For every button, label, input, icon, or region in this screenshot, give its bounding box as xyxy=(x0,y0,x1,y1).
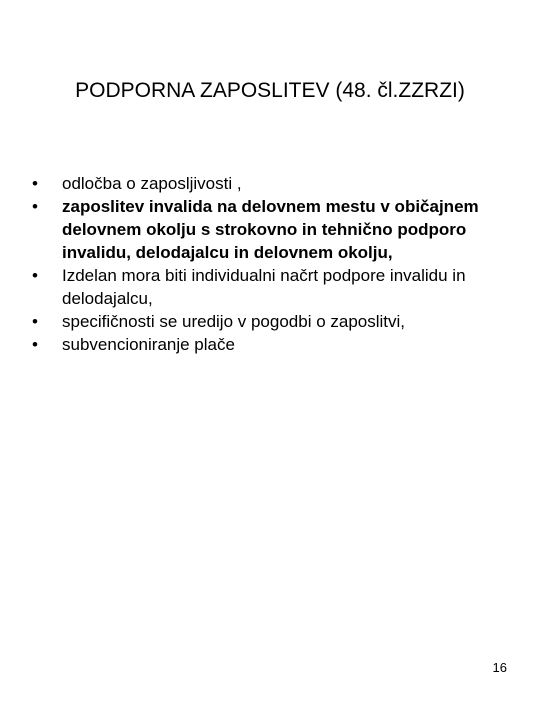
bullet-text: specifičnosti se uredijo v pogodbi o zaposlitvi, xyxy=(62,312,406,331)
slide-title xyxy=(0,76,540,106)
bullet-list xyxy=(32,172,512,356)
bullet-item xyxy=(32,264,512,310)
bullet-item xyxy=(32,172,512,195)
title-main: PODPORNA ZAPOSLITEV ( xyxy=(75,79,343,102)
bullet-text: Izdelan mora biti individualni načrt podpore invalidu in delodajalcu, xyxy=(62,266,466,308)
bullet-marker: • xyxy=(32,312,38,331)
page-number: 16 xyxy=(492,660,507,675)
bullet-text: odločba o zaposljivosti , xyxy=(62,174,242,193)
bullet-item xyxy=(32,195,512,264)
bullet-marker: • xyxy=(32,174,38,193)
bullet-marker: • xyxy=(32,266,38,285)
bullet-item xyxy=(32,333,512,356)
bullet-marker: • xyxy=(32,335,38,354)
bullet-text-bold: zaposlitev invalida na delovnem mestu v običajnem delovnem okolju s strokovno in tehnično podporo invalidu, delodajalcu in delovnem okolju, xyxy=(62,197,479,262)
bullet-item xyxy=(32,310,512,333)
bullet-marker: • xyxy=(32,197,38,216)
bullet-text: subvencioniranje plače xyxy=(62,335,235,354)
title-reference: 48. čl.ZZRZI) xyxy=(342,79,465,102)
